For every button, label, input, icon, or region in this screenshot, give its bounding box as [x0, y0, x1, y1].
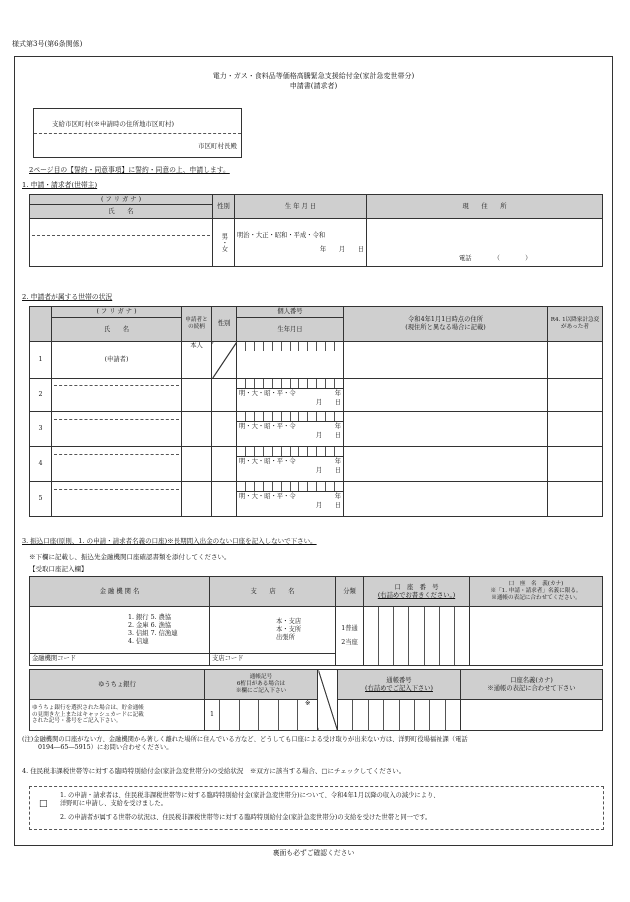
applicant-sex-field[interactable]: 男・女 [213, 219, 235, 267]
form-number: 様式第3号(第6条関係) [12, 40, 83, 48]
member1-sex-field [212, 342, 237, 379]
section2-heading: 2. 申請者が属する世帯の状況 [22, 293, 113, 301]
account-holder-header: 口 座 名 義(カナ) ※「1. 申請・請求者」名義に限る。 ※通帳の表記に合わせてください。 [470, 577, 603, 607]
member4-sex-field[interactable] [212, 447, 237, 482]
member2-sex-field[interactable] [212, 379, 237, 412]
member1-name-field[interactable]: (申請者) [52, 342, 182, 379]
household-name-header: 氏 名 [52, 318, 182, 342]
member3-address-field[interactable] [344, 412, 548, 447]
member5-address-field[interactable] [344, 482, 548, 517]
applicant-table [29, 194, 603, 267]
household-sex-header: 性別 [212, 307, 237, 342]
member2-name-field[interactable] [52, 379, 182, 412]
furigana-header: ( フ リ ガ ナ ) [30, 195, 213, 205]
member5-personal-number[interactable]: 明・大・昭・平・令 年 月 日 [237, 482, 344, 517]
account-number-field[interactable] [364, 607, 470, 666]
applicant-name-field[interactable] [30, 219, 213, 267]
account-holder-field[interactable] [470, 607, 603, 666]
bank-account-table [29, 576, 603, 666]
member3-sex-field[interactable] [212, 412, 237, 447]
addressee-municipality: 支給市区町村(※申請時の住所地市区町村) [52, 120, 175, 128]
yucho-code-field[interactable]: 1 ※ [205, 700, 318, 731]
member2-address-field[interactable] [344, 379, 548, 412]
member1-r4-field[interactable] [548, 342, 603, 379]
branch-name-header: 支 店 名 [210, 577, 336, 607]
member5-relation[interactable] [182, 482, 212, 517]
member4-address-field[interactable] [344, 447, 548, 482]
account-type-options[interactable]: 1普通 2当座 [336, 607, 364, 666]
phone-label: 電話 （ ） [459, 255, 532, 263]
section4-checkbox[interactable]: □ [39, 799, 48, 809]
footer-note: 裏面も必ずご確認ください [272, 849, 355, 857]
household-dob-header: 生年月日 [237, 318, 344, 342]
form-title: 電力・ガス・食料品等価格高騰緊急支援給付金(家計急変世帯分) [212, 72, 415, 80]
section4-box [29, 786, 604, 830]
yucho-holder-header: 口座名義(カナ) ※通帳の表記に合わせて下さい [461, 670, 603, 700]
member4-relation[interactable] [182, 447, 212, 482]
row-number: 3 [30, 412, 52, 447]
section4-item2: 2. の申請者が属する世帯の状況は、住民税非課税世帯等に対する臨時特別給付金(家計急変世帯分)の支給を受けた世帯と同一です。 [60, 814, 432, 821]
household-table [29, 306, 603, 517]
member3-personal-number[interactable]: 明・大・昭・平・令 年 月 日 [237, 412, 344, 447]
applicant-dob-field[interactable]: 明治・大正・昭和・平成・令和 年 月 日 [235, 219, 367, 267]
member2-personal-number[interactable]: 明・大・昭・平・令 年 月 日 [237, 379, 344, 412]
member4-r4-field[interactable] [548, 447, 603, 482]
member4-name-field[interactable] [52, 447, 182, 482]
member2-relation[interactable] [182, 379, 212, 412]
bank-code-field[interactable]: 金融機関コード [30, 653, 210, 665]
member1-address-field[interactable] [344, 342, 548, 379]
relation-header: 申請者との続柄 [182, 307, 212, 342]
yucho-table [29, 669, 603, 731]
account-box-title: 【受取口座記入欄】 [29, 565, 88, 573]
member5-name-field[interactable] [52, 482, 182, 517]
row-number: 1 [30, 342, 52, 379]
member3-relation[interactable] [182, 412, 212, 447]
bank-type-options[interactable]: 1. 銀行 5. 農協 2. 金庫 6. 漁協 3. 信組 7. 信漁連 4. 信連 [30, 607, 210, 654]
household-furigana-header: ( フ リ ガ ナ ) [52, 307, 182, 318]
yucho-number-field[interactable] [338, 700, 461, 731]
account-caution: (注)金融機関の口座がない方、金融機関から著しく離れた場所に住んでいる方など、どうしても口座による受け取りが出来ない方は、洋野町役場福祉課（電話 0194―65―5915）にお問い合わせください。 [22, 736, 468, 751]
member4-personal-number[interactable]: 明・大・昭・平・令 年 月 日 [237, 447, 344, 482]
applicant-address-field[interactable] [367, 219, 603, 267]
address-header: 現 住 所 [367, 195, 603, 219]
addressee-mayor: 市区町村長殿 [198, 142, 237, 150]
form-subtitle: 申請書(請求者) [289, 82, 338, 90]
member5-sex-field[interactable] [212, 482, 237, 517]
intro-statement: 2ページ目の【誓約・同意事項】に誓約・同意の上、申請します。 [29, 166, 230, 174]
account-type-header: 分類 [336, 577, 364, 607]
section4-heading: 4. 住民税非課税世帯等に対する臨時特別給付金(家計急変世帯分)の受給状況 ※双方に該当する場合、□にチェックしてください。 [22, 767, 406, 775]
name-header: 氏 名 [30, 205, 213, 219]
branch-type-options[interactable]: 本・支店 本・支所 出張所 [210, 607, 336, 654]
row-number: 5 [30, 482, 52, 517]
yucho-instructions: ゆうちょ銀行を選択された場合は、貯金通帳 の見開き左上またはキャッシュカードに記載 された記号・番号をご記入下さい。 [30, 700, 205, 731]
member1-personal-number[interactable] [237, 342, 344, 379]
section4-item1: 1. の申請・請求者は、住民税非課税世帯等に対する臨時特別給付金(家計急変世帯分)について、令和4年1月以降の収入の減少により、 洋野町に申請し、支給を受けました。 [60, 792, 440, 807]
member1-relation: 本人 [182, 342, 212, 379]
member3-r4-field[interactable] [548, 412, 603, 447]
bank-name-header: 金 融 機 関 名 [30, 577, 210, 607]
section3-heading: 3. 振込口座(原則、1. の申請・請求者名義の口座)※長期間入出金のない口座を記入しないで下さい。 [22, 537, 317, 545]
dob-header: 生 年 月 日 [235, 195, 367, 219]
r4-address-header: 令和4年1月1日時点の住所 (現住所と異なる場合に記載) [344, 307, 548, 342]
sex-header: 性別 [213, 195, 235, 219]
section3-note: ※下欄に記載し、振込先金融機関口座確認書類を添付してください。 [29, 553, 231, 561]
addressee-box [33, 108, 242, 158]
member5-r4-field[interactable] [548, 482, 603, 517]
yucho-number-header: 通帳番号 (右詰めでご記入下さい) [338, 670, 461, 700]
yucho-header: ゆうちょ銀行 [30, 670, 205, 700]
account-number-header: 口 座 番 号 (右詰めでお書きください。) [364, 577, 470, 607]
row-number: 4 [30, 447, 52, 482]
member3-name-field[interactable] [52, 412, 182, 447]
yucho-holder-field[interactable] [461, 700, 603, 731]
yucho-code-header: 通帳記号 6桁目がある場合は ※欄にご記入下さい [205, 670, 318, 700]
r4-change-header: R4. 1以降家計急変があった者 [548, 307, 603, 342]
member2-r4-field[interactable] [548, 379, 603, 412]
section1-heading: 1. 申請・請求者(世帯主) [22, 181, 98, 189]
row-number: 2 [30, 379, 52, 412]
personal-number-header: 個人番号 [237, 307, 344, 318]
branch-code-field[interactable]: 支店コード [210, 653, 336, 665]
